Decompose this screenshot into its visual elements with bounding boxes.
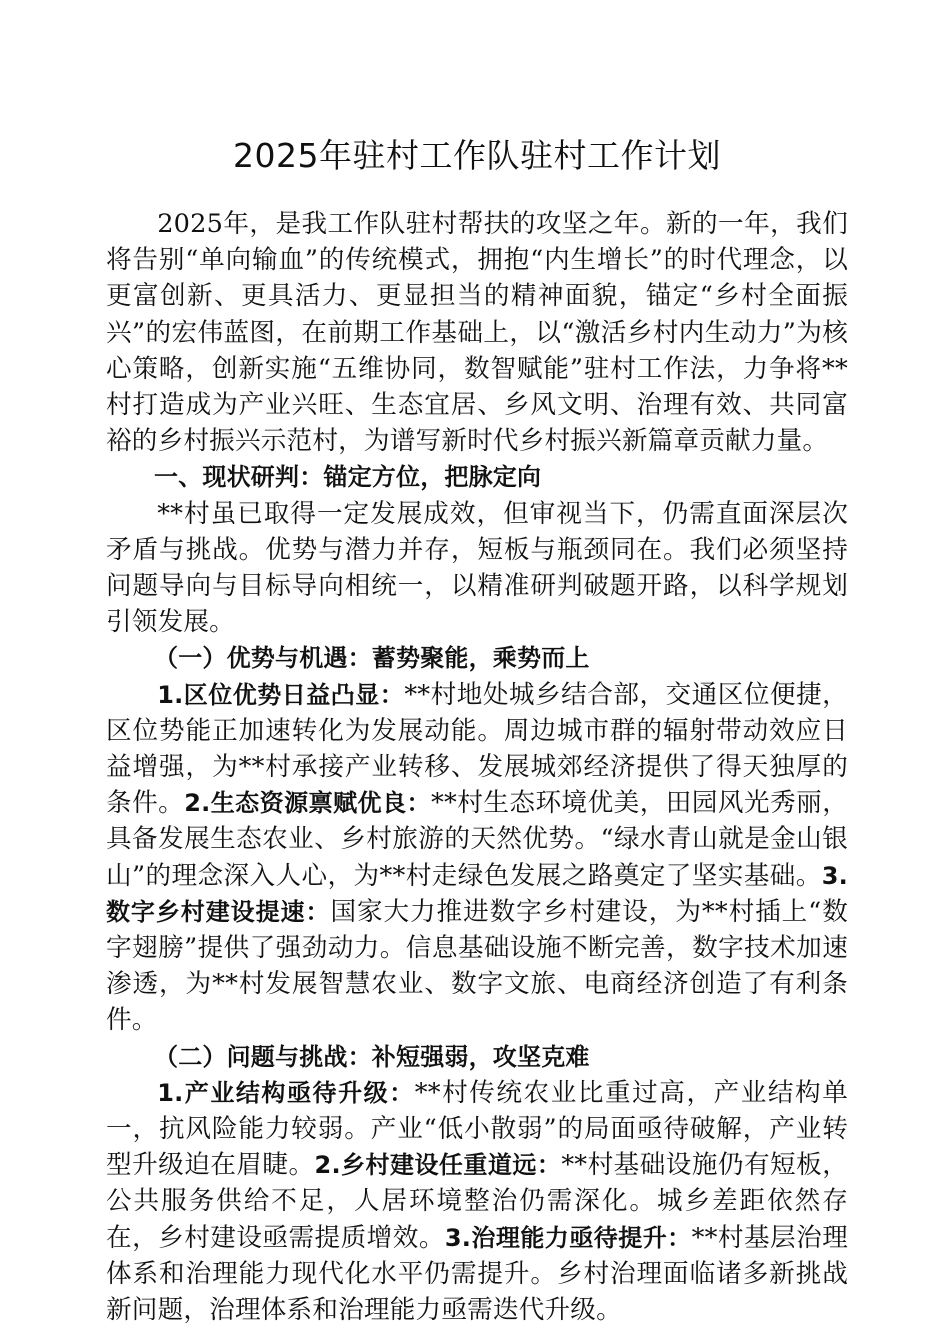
subsection-paragraph — [106, 677, 848, 1039]
section-heading: 一、现状研判：锚定方位，把脉定向 — [154, 463, 542, 492]
item-title: 1.产业结构亟待升级： — [157, 1078, 415, 1107]
item-title: 3.治理能力亟待提升： — [444, 1223, 692, 1252]
item-title: 3.数字乡村建设提速： — [106, 861, 848, 926]
subsection-heading: （二）问题与挑战：补短强弱，攻坚克难 — [154, 1042, 590, 1071]
item-text: 国家大力推进数字乡村建设，为**村插上“数字翅膀”提供了强劲动力。信息基础设施不断完善，数字技术加速渗透，为**村发展智慧农业、数字文旅、电商经济创造了有利条件。 — [106, 896, 848, 1036]
section-paragraph: **村虽已取得一定发展成效，但审视当下，仍需直面深层次矛盾与挑战。优势与潜力并存，短板与瓶颈同在。我们必须坚持问题导向与目标导向相统一，以精准研判破题开路，以科学规划引领发展。 — [106, 498, 848, 638]
item-text: **村生态环境优美，田园风光秀丽，具备发展生态农业、乡村旅游的天然优势。“绿水青山就是金山银山”的理念深入人心，为**村走绿色发展之路奠定了坚实基础。 — [106, 788, 848, 891]
item-title: 2.乡村建设任重道远： — [314, 1151, 562, 1180]
item-text: **村地处城乡结合部，交通区位便捷，区位势能正加速转化为发展动能。周边城市群的辐射带动效应日益增强，为**村承接产业转移、发展城郊经济提供了得天独厚的条件。 — [106, 679, 848, 819]
item-text: **村基础设施仍有短板，公共服务供给不足，人居环境整治仍需深化。城乡差距依然存在，乡村建设亟需提质增效。 — [106, 1150, 848, 1253]
document-title: 2025年驻村工作队驻村工作计划 — [233, 136, 721, 175]
item-title: 1.区位优势日益凸显： — [157, 680, 405, 709]
item-title: 2.生态资源禀赋优良： — [184, 789, 431, 818]
document-page — [106, 128, 848, 1328]
item-text: **村传统农业比重过高，产业结构单一，抗风险能力较弱。产业“低小散弱”的局面亟待破解，产业转型升级迫在眉睫。 — [106, 1077, 848, 1181]
item-text: **村基层治理体系和治理能力现代化水平仍需提升。乡村治理面临诸多新挑战新问题，治理体系和治理能力亟需迭代升级。 — [106, 1222, 848, 1326]
subsection-heading: （一）优势与机遇：蓄势聚能，乘势而上 — [154, 644, 590, 673]
intro-paragraph: 2025年，是我工作队驻村帮扶的攻坚之年。新的一年，我们将告别“单向输血”的传统模式，拥抱“内生增长”的时代理念，以更富创新、更具活力、更显担当的精神面貌，锚定“乡村全面振兴”的宏伟蓝图，在前期工作基础上，以“激活乡村内生动力”为核心策略，创新实施“五维协同，数智赋能”驻村工作法，力争将**村打造成为产业兴旺、生态宜居、乡风文明、治理有效、共同富裕的乡村振兴示范村，为谱写新时代乡村振兴新篇章贡献力量。 — [106, 209, 848, 457]
subsection-paragraph — [106, 1075, 848, 1328]
